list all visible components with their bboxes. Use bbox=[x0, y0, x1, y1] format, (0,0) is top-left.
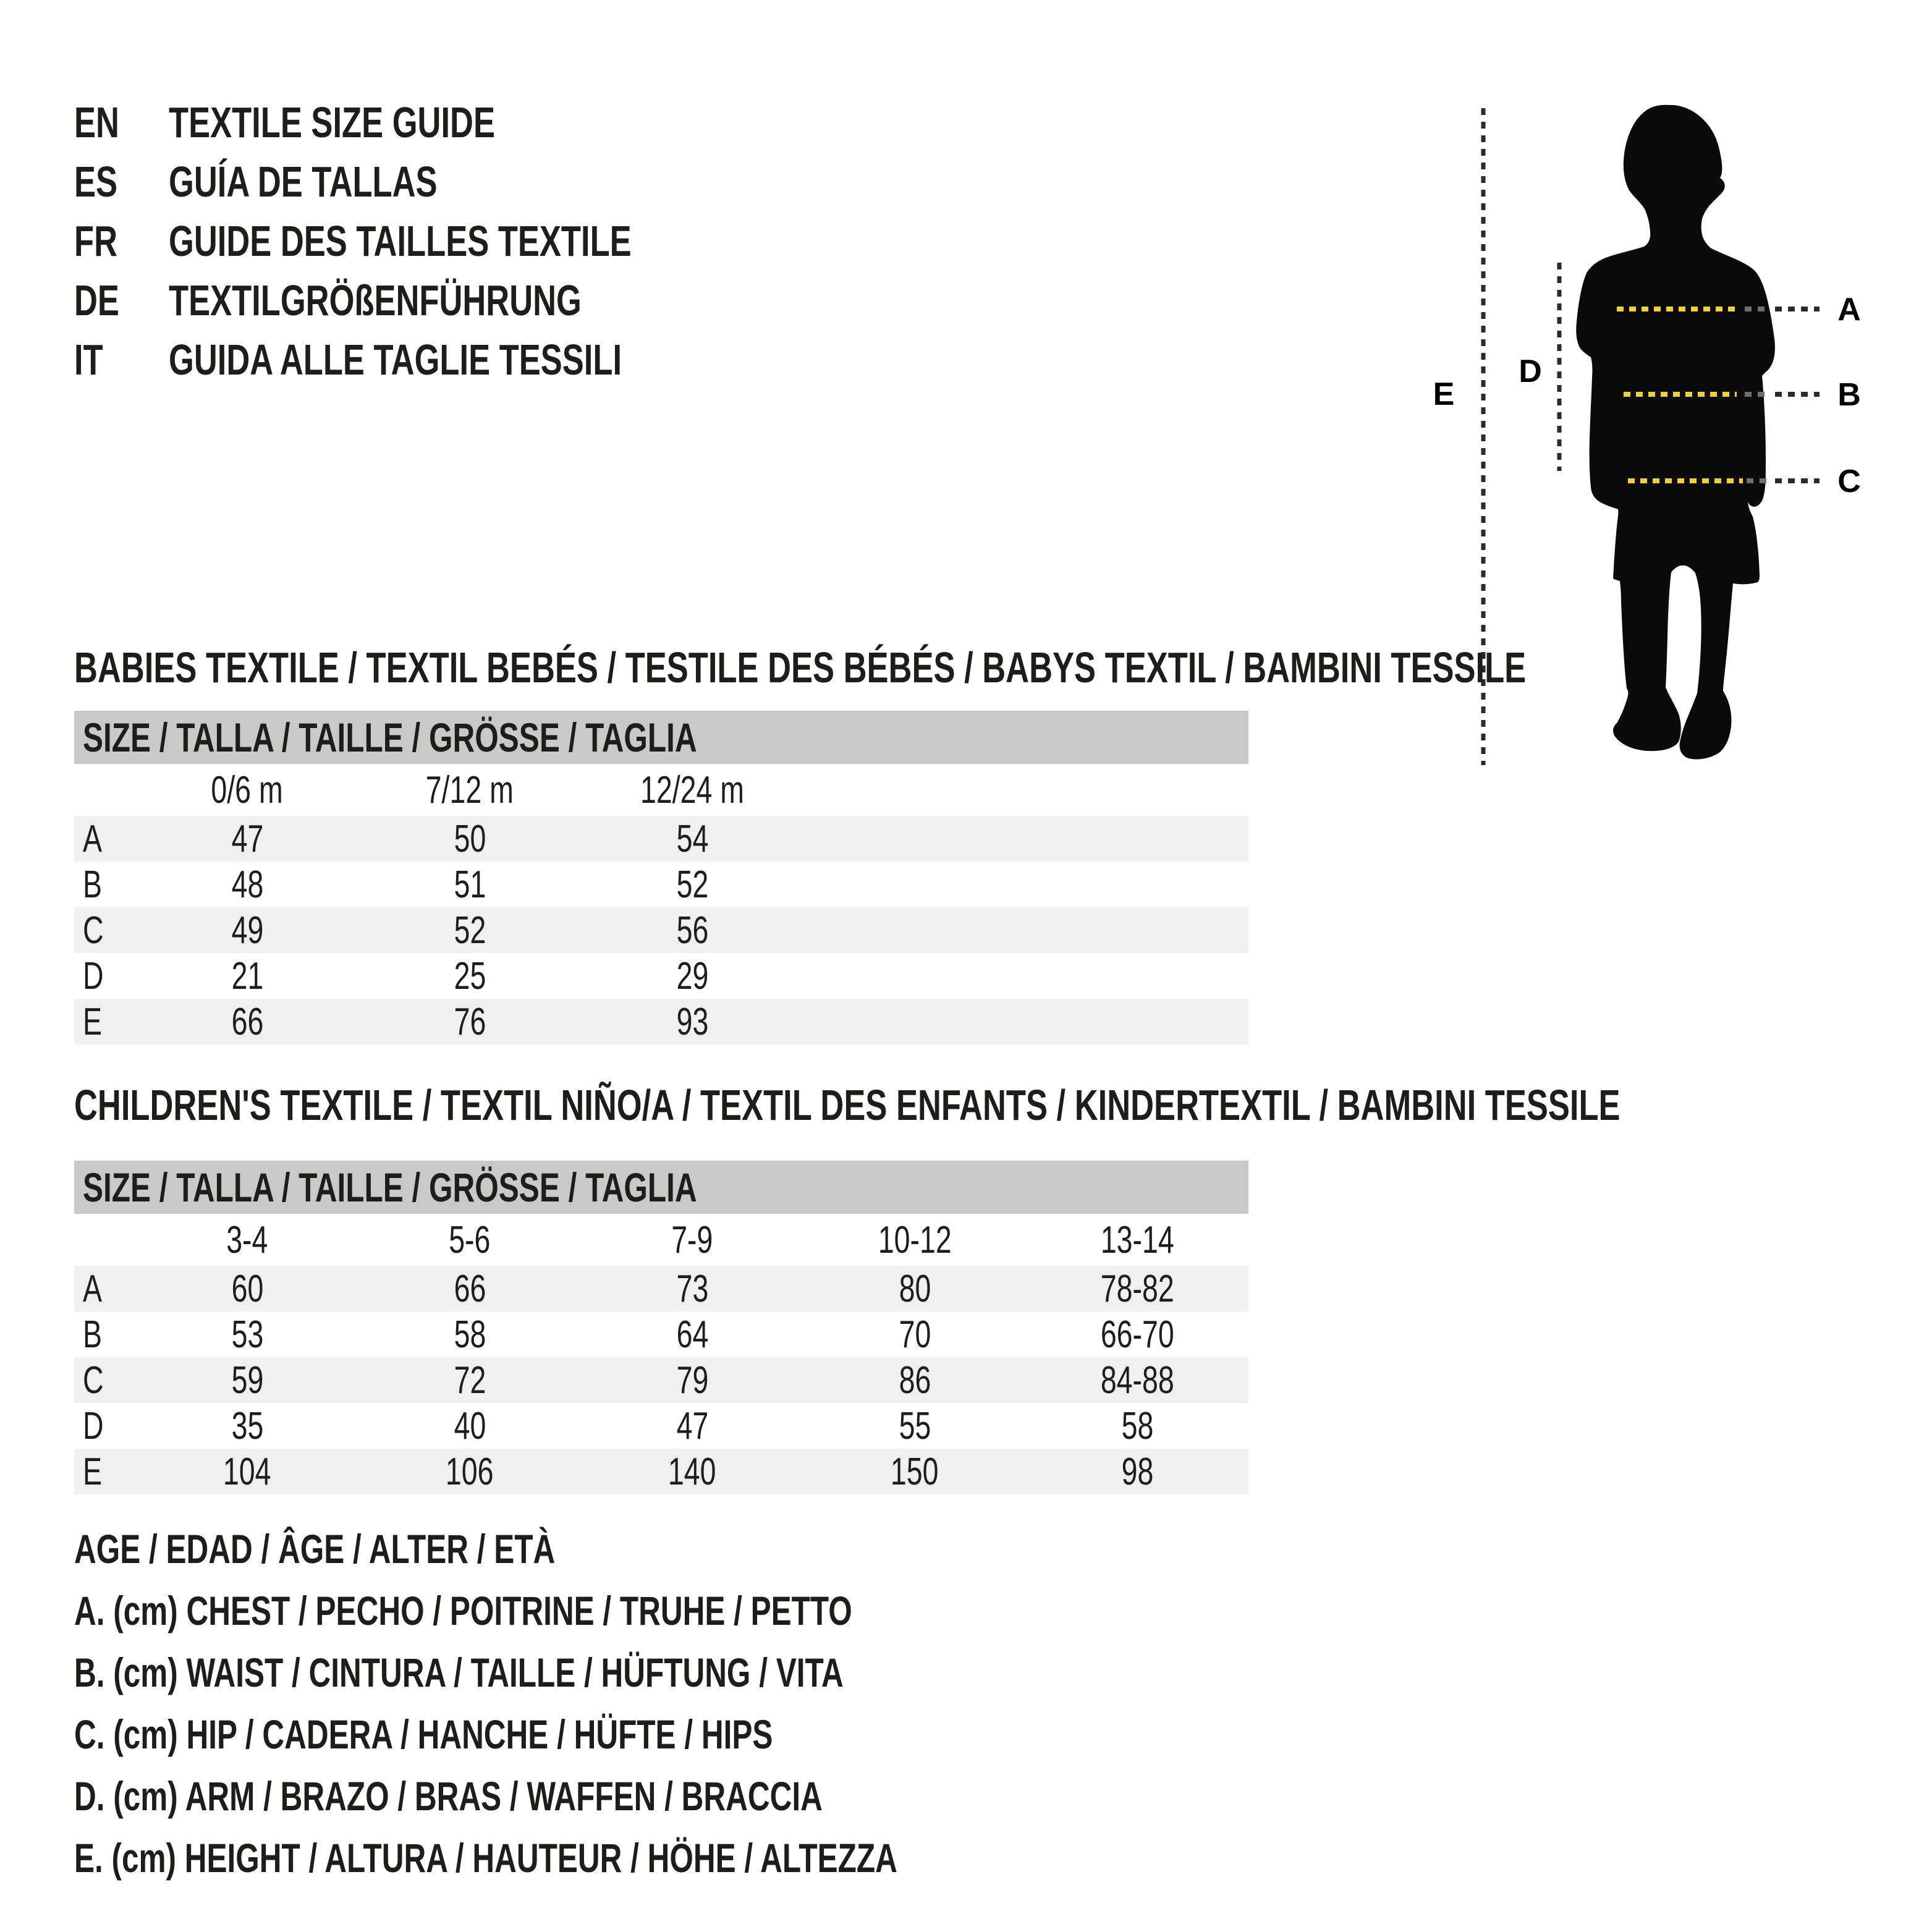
babies-col-2: 12/24 m bbox=[640, 768, 745, 811]
lang-row-en bbox=[74, 93, 786, 152]
lang-code-en: EN bbox=[74, 98, 119, 146]
children-row-d: D 35 40 47 55 58 bbox=[83, 1404, 1153, 1447]
babies-size-header-bar: SIZE / TALLA / TAILLE / GRÖSSE / TAGLIA bbox=[74, 711, 1248, 764]
legend-chest: A. (cm) CHEST / PECHO / POITRINE / TRUHE / PETTO bbox=[74, 1588, 852, 1633]
lang-title-de: TEXTILGRÖßENFÜHRUNG bbox=[169, 276, 582, 324]
label-c: C bbox=[1837, 464, 1861, 499]
babies-row-a: A 47 50 54 bbox=[74, 816, 1248, 862]
legend-waist: B. (cm) WAIST / CINTURA / TAILLE / HÜFTUNG / VITA bbox=[74, 1650, 844, 1695]
label-a: A bbox=[1837, 292, 1861, 328]
children-col-4: 13-14 bbox=[1100, 1218, 1174, 1261]
children-size-table bbox=[74, 1161, 1248, 1494]
lang-row-es bbox=[74, 152, 786, 211]
children-column-header-row bbox=[74, 1214, 1248, 1266]
lang-code-de: DE bbox=[74, 276, 119, 324]
lang-title-it: GUIDA ALLE TAGLIE TESSILI bbox=[169, 336, 622, 384]
label-b: B bbox=[1837, 377, 1861, 413]
lang-title-es: GUÍA DE TALLAS bbox=[169, 158, 438, 206]
language-title-block bbox=[74, 93, 786, 389]
babies-column-header-row bbox=[74, 764, 1248, 816]
babies-section-title: BABIES TEXTILE / TEXTIL BEBÉS / TESTILE DES BÉBÉS / BABYS TEXTIL / BAMBINI TESSILE bbox=[74, 643, 1527, 692]
babies-row-b: B 48 51 52 bbox=[83, 863, 708, 906]
lang-code-it: IT bbox=[74, 336, 103, 384]
babies-col-0: 0/6 m bbox=[211, 768, 284, 811]
lang-row-fr bbox=[74, 211, 786, 271]
babies-col-1: 7/12 m bbox=[425, 768, 514, 811]
lang-code-es: ES bbox=[74, 158, 118, 206]
lang-code-fr: FR bbox=[74, 217, 117, 265]
label-e: E bbox=[1433, 376, 1455, 412]
babies-row-e: E 66 76 93 bbox=[74, 999, 1248, 1044]
children-section-title: CHILDREN'S TEXTILE / TEXTIL NIÑO/A / TEXTIL DES ENFANTS / KINDERTEXTIL / BAMBINI TESSILE bbox=[74, 1081, 1621, 1129]
measurement-legend bbox=[74, 1518, 1172, 1889]
legend-arm: D. (cm) ARM / BRAZO / BRAS / WAFFEN / BRACCIA bbox=[74, 1773, 823, 1819]
label-d: D bbox=[1519, 354, 1542, 389]
legend-height: E. (cm) HEIGHT / ALTURA / HAUTEUR / HÖHE / ALTEZZA bbox=[74, 1835, 897, 1881]
children-col-1: 5-6 bbox=[449, 1218, 491, 1261]
legend-age: AGE / EDAD / ÂGE / ALTER / ETÀ bbox=[74, 1526, 556, 1572]
legend-hip: C. (cm) HIP / CADERA / HANCHE / HÜFTE / HIPS bbox=[74, 1711, 773, 1757]
children-col-2: 7-9 bbox=[671, 1218, 713, 1261]
babies-size-table bbox=[74, 711, 1248, 1044]
lang-row-it bbox=[74, 330, 786, 389]
lang-title-fr: GUIDE DES TAILLES TEXTILE bbox=[169, 217, 632, 265]
children-col-0: 3-4 bbox=[226, 1218, 268, 1261]
children-size-header-bar: SIZE / TALLA / TAILLE / GRÖSSE / TAGLIA bbox=[74, 1161, 1248, 1214]
babies-row-c: C 49 52 56 bbox=[74, 907, 1248, 953]
lang-title-en: TEXTILE SIZE GUIDE bbox=[169, 98, 495, 146]
children-row-b: B 53 58 64 70 66-70 bbox=[83, 1313, 1174, 1356]
children-row-a: A 60 66 73 80 78-82 bbox=[74, 1266, 1248, 1311]
children-col-3: 10-12 bbox=[878, 1218, 952, 1261]
measurement-figure bbox=[1409, 49, 1932, 816]
children-row-e: E 104 106 140 150 98 bbox=[74, 1449, 1248, 1494]
babies-row-d: D 21 25 29 bbox=[83, 954, 708, 998]
lang-row-de bbox=[74, 271, 786, 330]
children-row-c: C 59 72 79 86 84-88 bbox=[74, 1357, 1248, 1403]
